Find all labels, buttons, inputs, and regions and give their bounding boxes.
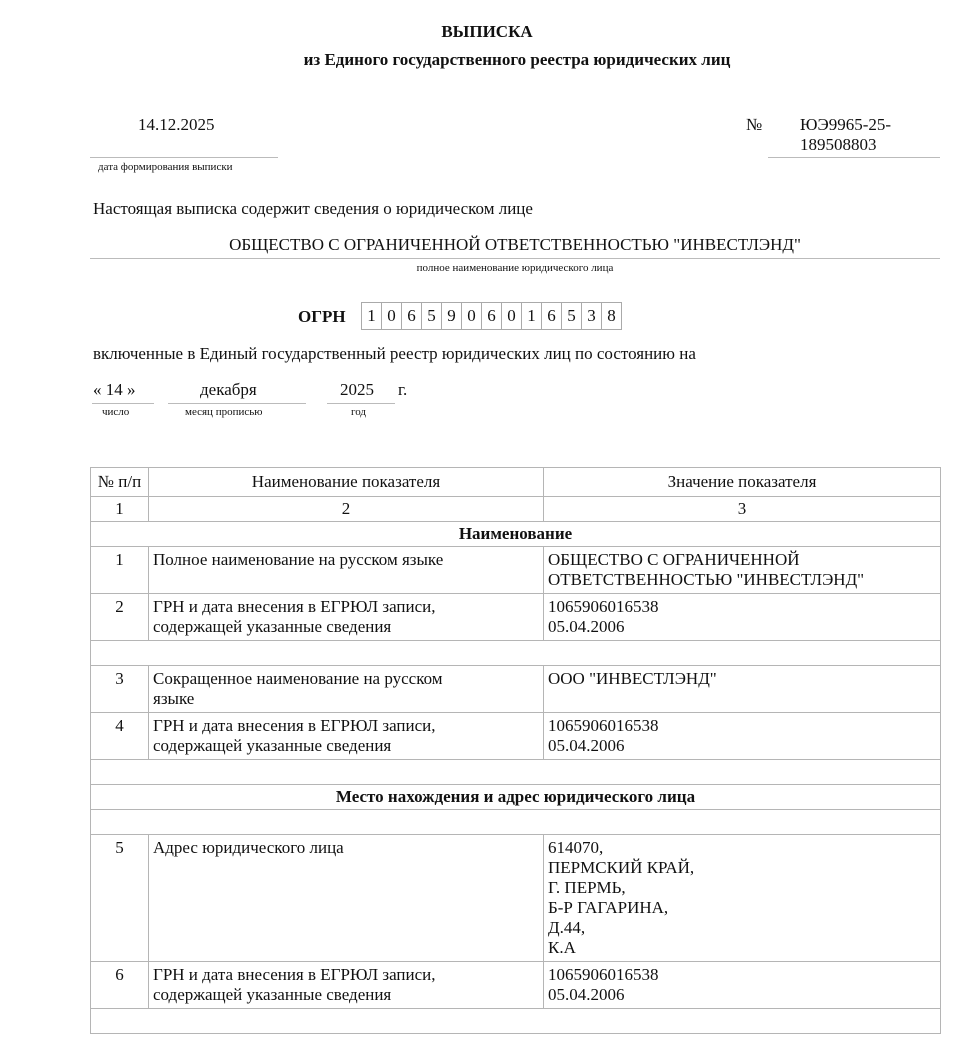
row-indicator-line: ГРН и дата внесения в ЕГРЮЛ записи,	[153, 716, 436, 735]
intro-text: Настоящая выписка содержит сведения о юридическом лице	[93, 199, 533, 218]
row-number: 6	[91, 962, 149, 1009]
row-indicator	[149, 962, 544, 1009]
row-value-line: 1065906016538	[548, 965, 659, 984]
formation-date-caption: дата формирования выписки	[98, 161, 233, 173]
spacer-row	[91, 1009, 941, 1034]
row-indicator	[149, 713, 544, 760]
table-row	[91, 666, 941, 713]
ogrn-digit: 5	[421, 302, 442, 330]
row-value: ООО "ИНВЕСТЛЭНД"	[544, 666, 941, 713]
row-indicator-line: ГРН и дата внесения в ЕГРЮЛ записи,	[153, 965, 436, 984]
address-line: 614070,	[548, 838, 604, 857]
section-title: Место нахождения и адрес юридического лица	[91, 785, 941, 810]
row-value	[544, 713, 941, 760]
row-indicator: Полное наименование на русском языке	[149, 547, 544, 594]
row-indicator-line: Сокращенное наименование на русском	[153, 669, 443, 688]
row-indicator: Адрес юридического лица	[149, 835, 544, 962]
ogrn-digit: 1	[361, 302, 382, 330]
row-indicator-line: содержащей указанные сведения	[153, 736, 392, 755]
ogrn-digit: 0	[461, 302, 482, 330]
ogrn-digit: 6	[401, 302, 422, 330]
state-day-caption: число	[102, 406, 130, 418]
row-value	[544, 962, 941, 1009]
column-header-indicator: Наименование показателя	[149, 468, 544, 497]
ogrn-digit: 0	[501, 302, 522, 330]
column-header-number: № п/п	[91, 468, 149, 497]
row-indicator	[149, 666, 544, 713]
ogrn-digit: 3	[581, 302, 602, 330]
column-header-value: Значение показателя	[544, 468, 941, 497]
column-index: 2	[149, 497, 544, 522]
row-indicator-line: языке	[153, 689, 195, 708]
ogrn-digit: 0	[381, 302, 402, 330]
address-line: Г. ПЕРМЬ,	[548, 878, 626, 897]
ogrn-label: ОГРН	[298, 307, 346, 326]
day-underline	[92, 403, 154, 404]
row-number: 2	[91, 594, 149, 641]
address-line: Б-Р ГАГАРИНА,	[548, 898, 669, 917]
date-underline	[90, 157, 278, 158]
row-value-line: 1065906016538	[548, 716, 659, 735]
spacer-cell	[91, 641, 941, 666]
register-table	[90, 467, 941, 1034]
state-year-caption: год	[351, 406, 367, 418]
extract-number-line2: 189508803	[800, 135, 877, 154]
row-value	[544, 594, 941, 641]
row-number: 5	[91, 835, 149, 962]
row-number: 4	[91, 713, 149, 760]
document-subtitle: из Единого государственного реестра юридических лиц	[303, 50, 731, 69]
row-value-line: 1065906016538	[548, 597, 659, 616]
number-sign: №	[746, 115, 763, 134]
ogrn-digit: 6	[541, 302, 562, 330]
row-value-line: ОБЩЕСТВО С ОГРАНИЧЕННОЙ	[548, 550, 800, 569]
table-row	[91, 594, 941, 641]
address-line: ПЕРМСКИЙ КРАЙ,	[548, 858, 695, 877]
spacer-row	[91, 810, 941, 835]
state-year: 2025	[340, 380, 374, 399]
row-value-line: 05.04.2006	[548, 617, 625, 636]
state-day: « 14 »	[93, 380, 136, 399]
column-index: 3	[544, 497, 941, 522]
extract-number-line1: ЮЭ9965-25-	[800, 115, 892, 134]
year-underline	[327, 403, 395, 404]
row-value-line: ОТВЕТСТВЕННОСТЬЮ "ИНВЕСТЛЭНД"	[548, 570, 865, 589]
ogrn-digit: 1	[521, 302, 542, 330]
number-underline	[768, 157, 940, 158]
row-value-line: 05.04.2006	[548, 736, 625, 755]
document-title: ВЫПИСКА	[441, 22, 533, 41]
spacer-row	[91, 641, 941, 666]
row-indicator	[149, 594, 544, 641]
table-header-row	[91, 468, 941, 497]
spacer-cell	[91, 760, 941, 785]
row-indicator-line: содержащей указанные сведения	[153, 617, 392, 636]
ogrn-digit: 5	[561, 302, 582, 330]
included-text: включенные в Единый государственный реестр юридических лиц по состоянию на	[93, 344, 696, 363]
row-number: 1	[91, 547, 149, 594]
entity-full-name-caption: полное наименование юридического лица	[416, 262, 614, 274]
address-line: К.А	[548, 938, 576, 957]
ogrn-digit: 8	[601, 302, 622, 330]
section-heading-name	[91, 522, 941, 547]
row-number: 3	[91, 666, 149, 713]
month-underline	[168, 403, 306, 404]
formation-date: 14.12.2025	[138, 115, 215, 134]
section-title: Наименование	[91, 522, 941, 547]
section-heading-address	[91, 785, 941, 810]
column-index-row	[91, 497, 941, 522]
ogrn-digit: 9	[441, 302, 462, 330]
ogrn-digit-boxes	[362, 302, 622, 330]
state-month: декабря	[200, 380, 257, 399]
spacer-cell	[91, 810, 941, 835]
row-indicator-line: ГРН и дата внесения в ЕГРЮЛ записи,	[153, 597, 436, 616]
table-row	[91, 547, 941, 594]
column-index: 1	[91, 497, 149, 522]
spacer-cell	[91, 1009, 941, 1034]
state-month-caption: месяц прописью	[185, 406, 263, 418]
address-line: Д.44,	[548, 918, 586, 937]
table-row	[91, 962, 941, 1009]
row-indicator-line: содержащей указанные сведения	[153, 985, 392, 1004]
spacer-row	[91, 760, 941, 785]
row-value-line: 05.04.2006	[548, 985, 625, 1004]
full-name-underline	[90, 258, 940, 259]
row-value-address	[544, 835, 941, 962]
table-row	[91, 713, 941, 760]
extract-number	[800, 115, 891, 155]
table-row	[91, 835, 941, 962]
row-value	[544, 547, 941, 594]
state-year-suffix: г.	[398, 380, 408, 399]
entity-full-name: ОБЩЕСТВО С ОГРАНИЧЕННОЙ ОТВЕТСТВЕННОСТЬЮ "ИНВЕСТЛЭНД"	[229, 235, 801, 254]
ogrn-digit: 6	[481, 302, 502, 330]
